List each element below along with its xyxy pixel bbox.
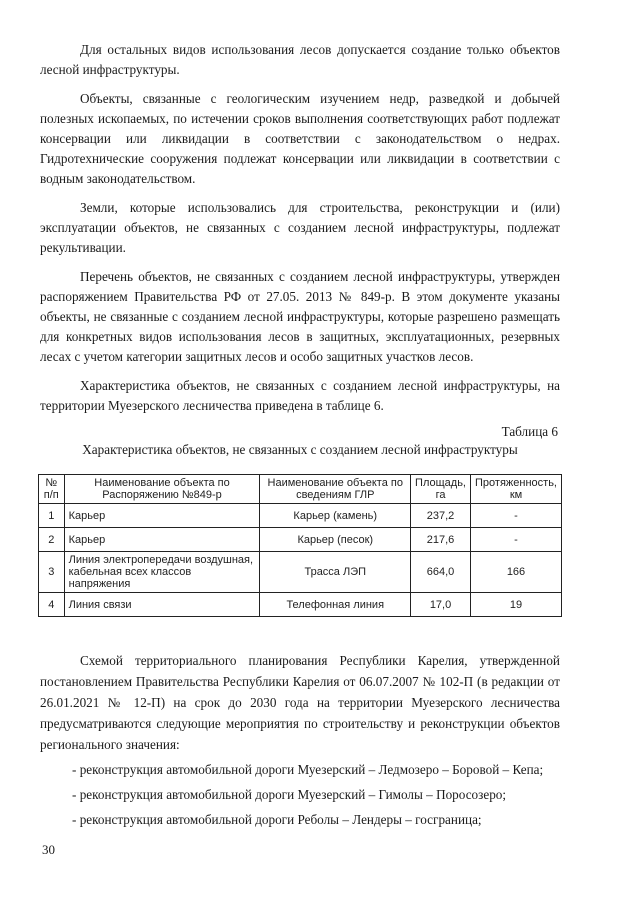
cell-name-849: Линия электропередачи воздушная, кабельная всех классов напряжения	[64, 552, 260, 593]
list-item: - реконструкция автомобильной дороги Муезерский – Гимолы – Поросозеро;	[72, 787, 507, 802]
table-row	[39, 504, 562, 528]
cell-length: -	[471, 528, 562, 552]
cell-name-849: Карьер	[64, 528, 260, 552]
cell-area: 237,2	[411, 504, 471, 528]
cell-name-glr: Карьер (камень)	[260, 504, 411, 528]
objects-table	[38, 474, 562, 617]
paragraph-2: Объекты, связанные с геологическим изучением недр, разведкой и добычей полезных ископаемых, по истечении сроков выполнения соответствующих работ подлежат консервации или ликвидации в соответствии с законодательством о недрах. Гидротехнические сооружения подлежат консервации или ликвидации в соответствии с водным законодательством.	[40, 91, 560, 186]
measures-list	[40, 759, 560, 830]
paragraph-4: Перечень объектов, не связанных с созданием лесной инфраструктуры, утвержден распоряжением Правительства РФ от 27.05. 2013 № 849-р. В этом документе указаны объекты, не связанные с созданием лесной инфраструктуры, которые разрешено размещать для конкретных видов использования лесов в защитных, эксплуатационных, резервных лесах с учетом категории защитных лесов и особо защитных участков лесов.	[40, 269, 560, 364]
cell-length: 166	[471, 552, 562, 593]
header-length: Протяженность, км	[471, 475, 562, 504]
list-item: - реконструкция автомобильной дороги Реболы – Лендеры – госграница;	[72, 812, 482, 827]
cell-area: 217,6	[411, 528, 471, 552]
header-name-glr: Наименование объекта по сведениям ГЛР	[260, 475, 411, 504]
cell-length: 19	[471, 593, 562, 617]
cell-num: 1	[39, 504, 65, 528]
cell-area: 17,0	[411, 593, 471, 617]
cell-name-849: Карьер	[64, 504, 260, 528]
cell-area: 664,0	[411, 552, 471, 593]
table-row	[39, 593, 562, 617]
cell-length: -	[471, 504, 562, 528]
header-area: Площадь, га	[411, 475, 471, 504]
cell-name-glr: Карьер (песок)	[260, 528, 411, 552]
cell-name-glr: Трасса ЛЭП	[260, 552, 411, 593]
table-label: Таблица 6	[501, 424, 558, 439]
table-row	[39, 528, 562, 552]
cell-num: 2	[39, 528, 65, 552]
planning-text	[40, 650, 560, 834]
paragraph-1: Для остальных видов использования лесов допускается создание только объектов лесной инфраструктуры.	[40, 42, 560, 77]
planning-paragraph: Схемой территориального планирования Республики Карелия, утвержденной постановлением Правительства Республики Карелия от 06.07.2007 № 102-П (в редакции от 26.01.2021 № 12-П) на срок до 2030 года на территории Муезерского лесничества предусматриваются следующие мероприятия по строительству и реконструкции объектов регионального значения:	[40, 653, 560, 752]
header-num: № п/п	[39, 475, 65, 504]
cell-num: 3	[39, 552, 65, 593]
paragraph-5: Характеристика объектов, не связанных с созданием лесной инфраструктуры, на территории Муезерского лесничества приведена в таблице 6.	[40, 378, 560, 413]
table-row	[39, 552, 562, 593]
table-title: Характеристика объектов, не связанных с созданием лесной инфраструктуры	[82, 442, 518, 457]
list-item: - реконструкция автомобильной дороги Муезерский – Ледмозеро – Боровой – Кепа;	[72, 762, 544, 777]
cell-name-glr: Телефонная линия	[260, 593, 411, 617]
cell-num: 4	[39, 593, 65, 617]
paragraph-3: Земли, которые использовались для строительства, реконструкции и (или) эксплуатации объектов, не связанных с созданием лесной инфраструктуры, подлежат рекультивации.	[40, 200, 560, 255]
header-name-849: Наименование объекта по Распоряжению №849-р	[64, 475, 260, 504]
page-number: 30	[42, 842, 55, 857]
intro-text	[40, 40, 560, 425]
table-header-row	[39, 475, 562, 504]
cell-name-849: Линия связи	[64, 593, 260, 617]
